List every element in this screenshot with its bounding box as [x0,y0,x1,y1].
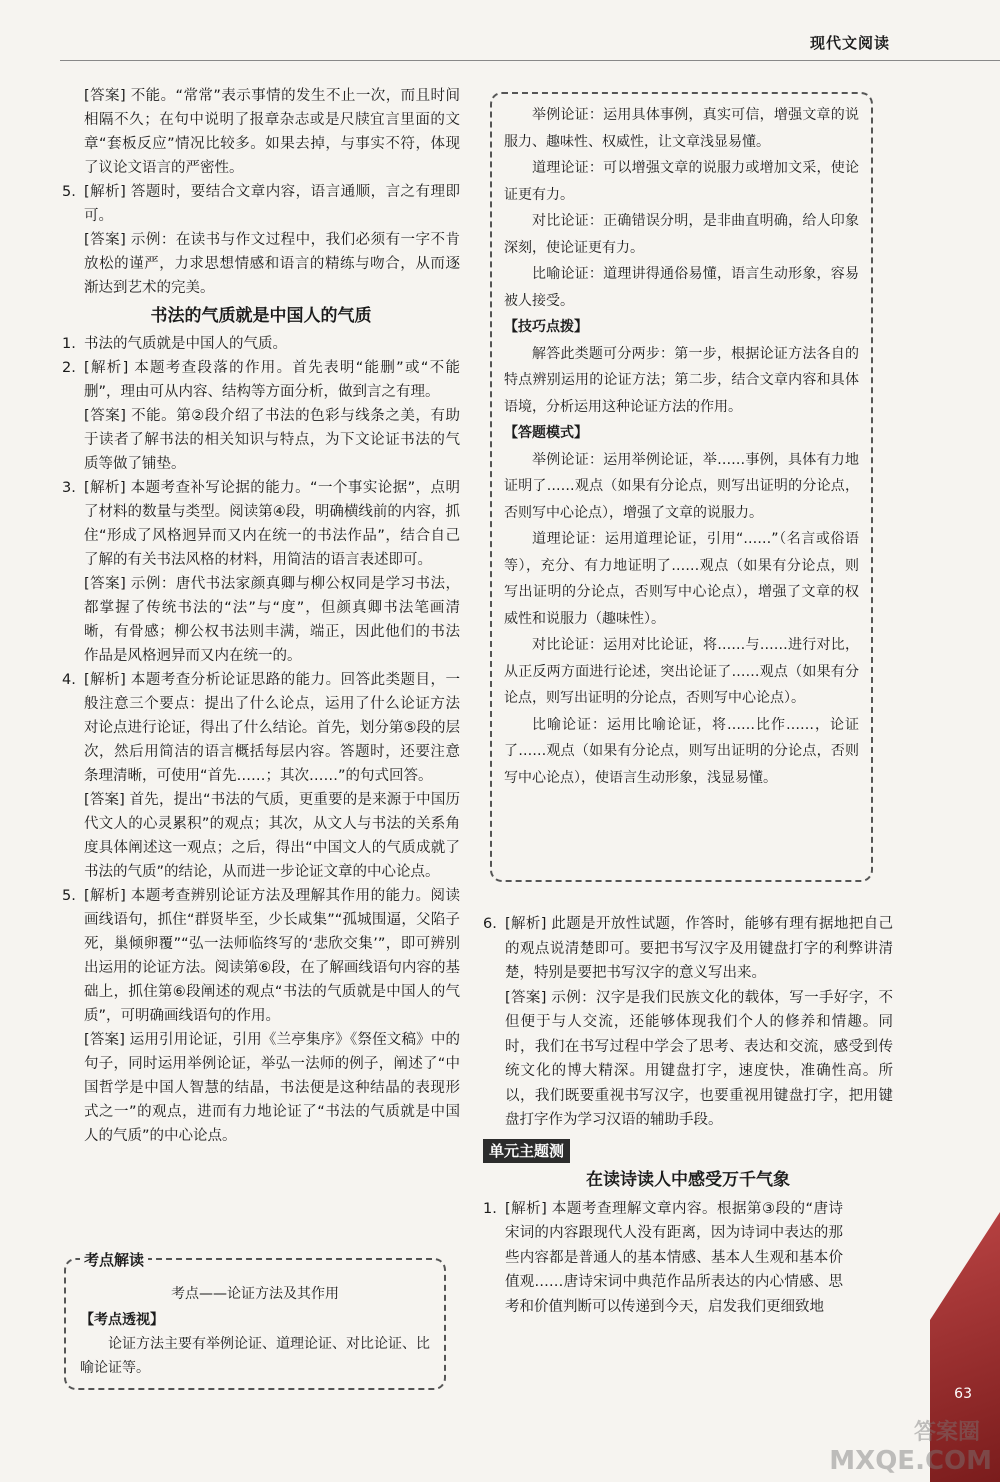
analysis-text: [解析] 本题考查补写论据的能力。“一个事实论据”，点明了材料的数量与类型。阅读第④段，明确横线前的内容，抓住“形成了风格迥异而又内在统一的书法作品”，结合自己了解的有关书法风格的材料，用简洁的语言表述即可。 [84,480,460,568]
analysis-text: [解析] 本题考查段落的作用。首先表明“能删”或“不能删”，理由可从内容、结构等方面分析，做到言之有理。 [84,360,460,400]
right-lower-column [483,912,893,1319]
question-6 [483,912,893,986]
method-box [490,92,873,882]
answer-text: [答案] 示例：唐代书法家颜真卿与柳公权同是学习书法，都掌握了传统书法的“法”与“度”，但颜真卿书法笔画清晰，有骨感；柳公权书法则丰满，端正，因此他们的书法作品是风格迥异而又内在统一的。 [84,576,460,664]
tips-heading: 【技巧点拨】 [504,319,588,335]
mode-contrast: 对比论证：运用对比论证，将……与……进行对比，从正反两方面进行论述，突出论证了……观点（如果有分论点，则写出证明的分论点，否则写中心论点）。 [504,637,859,706]
question-2 [62,356,460,404]
mode-heading: 【答题模式】 [504,425,588,441]
answer-text: [答案] 不能。第②段介绍了书法的色彩与线条之美，有助于读者了解书法的相关知识与特点，为下文论证书法的气质等做了铺垫。 [84,408,460,472]
question-number: 6. [483,916,497,932]
question-3 [62,476,460,572]
watermark-url: MXQE.COM [829,1446,992,1476]
header-rule [60,60,1000,61]
analysis-text: [解析] 本题考查分析论证思路的能力。回答此类题目，一般注意三个要点：提出了什么论点，运用了什么论证方法对论点进行论证，得出了什么结论。首先，划分第⑤段的层次，然后用简洁的语言概括每层内容。答题时，还要注意条理清晰，可使用“首先……；其次……”的句式回答。 [84,672,460,784]
question-1 [62,332,460,356]
question-number: 1. [483,1200,497,1217]
question-text: 书法的气质就是中国人的气质。 [84,336,287,352]
answer-text: [答案] 首先，提出“书法的气质，更重要的是来源于中国历代文人的心灵累积”的观点；其次，从文人与书法的关系角度具体阐述这一观点；之后，得出“中国文人的气质成就了书法的气质”的结论，从而进一步论证文章的中心论点。 [84,792,460,880]
question-number: 1. [62,336,76,352]
exam-point-box [64,1251,446,1390]
method-contrast: 对比论证：正确错误分明，是非曲直明确，给人印象深刻，使论证更有力。 [504,213,859,256]
box-subtitle: 考点——论证方法及其作用 [171,1286,339,1302]
analysis-text: [解析] 本题考查理解文章内容。根据第③段的“唐诗宋词的内容跟现代人没有距离，因为诗词中表达的那些内容都是普通人的基本情感、基本人生观和基本价值观……唐诗宋词中典范作品所表达的内心情感、思考和价值判断可以传递到今天，启发我们更细致地 [505,1200,843,1315]
question-number: 2. [62,360,76,376]
answer-text: [答案] 示例：在读书与作文过程中，我们必须有一字不肯放松的谨严，力求思想情感和语言的精练与吻合，从而逐渐达到艺术的完美。 [84,232,460,296]
article-title: 书法的气质就是中国人的气质 [150,306,372,326]
question-number: 3. [62,480,76,496]
answer-text: [答案] 运用引用论证，引用《兰亭集序》《祭侄文稿》中的句子，同时运用举例论证，举弘一法师的例子，阐述了“中国哲学是中国人智慧的结晶，书法便是这种结晶的表现形式之一”的观点，进而有力地论证了“书法的气质就是中国人的气质”的中心论点。 [84,1032,460,1144]
tips-text: 解答此类题可分两步：第一步，根据论证方法各自的特点辨别运用的论证方法；第二步，结合文章内容和具体语境，分析运用这种论证方法的作用。 [504,345,859,415]
unit-title: 在读诗读人中感受万千气象 [586,1170,790,1190]
method-metaphor: 比喻论证：道理讲得通俗易懂，语言生动形象，容易被人接受。 [504,266,859,309]
mode-metaphor: 比喻论证：运用比喻论证，将……比作……，论证了……观点（如果有分论点，则写出证明的分论点，否则写中心论点），使语言生动形象，浅显易懂。 [504,716,859,786]
mode-reasoning: 道理论证：运用道理论证，引用“……”（名言或俗语等），充分、有力地证明了……观点（如果有分论点，则写出证明的分论点，否则写中心论点），增强了文章的权威性和说服力（趣味性）。 [504,531,859,627]
unit-tag: 单元主题测 [483,1139,570,1164]
box-heading: 【考点透视】 [80,1312,164,1328]
analysis-text: [解析] 本题考查辨别论证方法及理解其作用的能力。阅读画线语句，抓住“群贤毕至，少长咸集”“孤城围逼，父陷子死，巢倾卵覆”“弘一法师临终写的‘悲欣交集’”，即可辨别出运用的论证方法。阅读第⑥段，在了解画线语句内容的基础上，抓住第⑥段阐述的观点“书法的气质就是中国人的气质”，可明确画线语句的作用。 [84,888,460,1024]
page-number: 63 [954,1386,972,1402]
question-number: 4. [62,672,76,688]
box-text: 论证方法主要有举例论证、道理论证、对比论证、比喻论证等。 [80,1336,430,1376]
box-label: 考点解读 [80,1248,148,1272]
question-4 [62,668,460,788]
watermark-logo: 答案圈 [913,1420,980,1445]
method-reasoning: 道理论证：可以增强文章的说服力或增加文采，使论证更有力。 [504,160,859,203]
analysis-text: [解析] 答题时，要结合文章内容，语言通顺，言之有理即可。 [84,184,460,224]
answer-text: [答案] 不能。“常常”表示事情的发生不止一次，而且时间相隔不久；在句中说明了报章杂志或是尺牍宜言里面的文章“套板反应”情况比较多。如果去掉，与事实不符，体现了议论文语言的严密性。 [84,88,460,176]
unit-question-1 [483,1197,893,1320]
method-example: 举例论证：运用具体事例，真实可信，增强文章的说服力、趣味性、权威性，让文章浅显易懂。 [504,107,859,150]
question-number: 5. [62,184,76,200]
mode-example: 举例论证：运用举例论证，举……事例，具体有力地证明了……观点（如果有分论点，则写出证明的分论点，否则写中心论点），增强了文章的说服力。 [504,451,859,521]
question-5b [62,884,460,1028]
analysis-text: [解析] 此题是开放性试题，作答时，能够有理有据地把自己的观点说清楚即可。要把书写汉字及用键盘打字的利弊讲清楚，特别是要把书写汉字的意义写出来。 [505,916,893,981]
left-column [62,84,460,1148]
question-number: 5. [62,888,76,904]
unit-tag-row [483,1139,893,1165]
answer-text: [答案] 示例：汉字是我们民族文化的载体，写一手好字，不但便于与人交流，还能够体现我们个人的修养和情趣。同时，我们在书写过程中学会了思考、表达和交流，感受到传统文化的博大精深。用键盘打字，速度快，准确性高。所以，我们既要重视书写汉字，也要重视用键盘打字，把用键盘打字作为学习汉语的辅助手段。 [505,989,893,1128]
header-section-title: 现代文阅读 [809,34,890,52]
question-5 [62,180,460,228]
